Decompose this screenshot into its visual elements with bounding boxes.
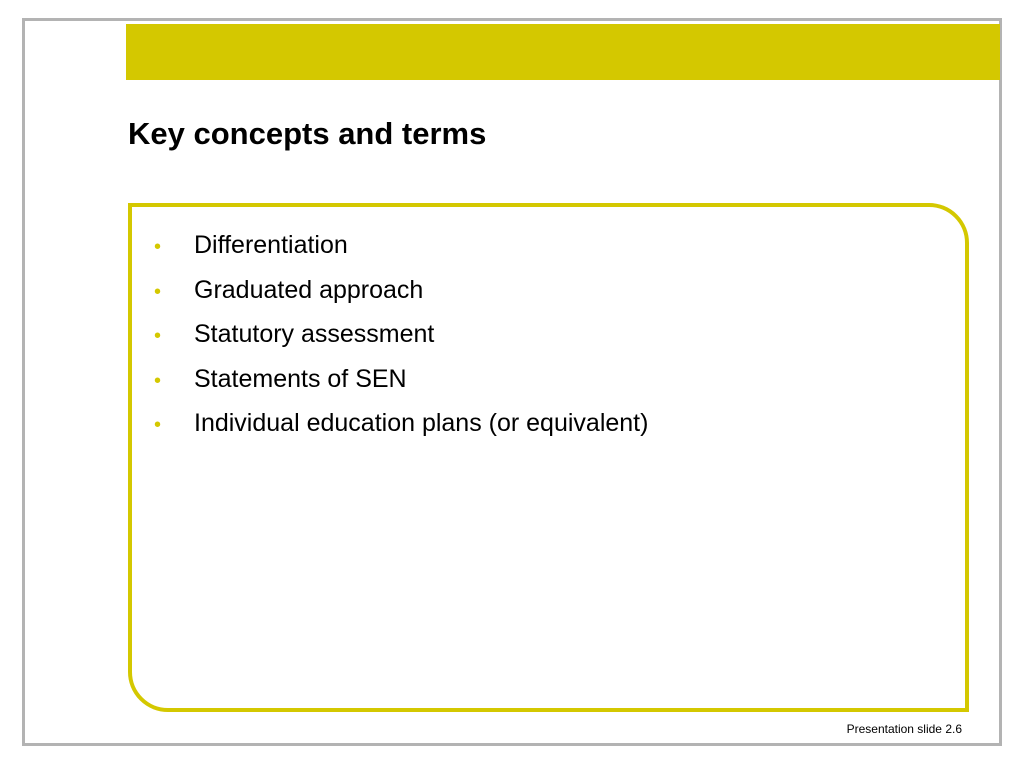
bullet-list <box>154 225 648 448</box>
slide-title: Key concepts and terms <box>128 116 487 151</box>
header-band <box>126 24 1000 80</box>
bullet-text: Statutory assessment <box>194 320 435 348</box>
bullet-text: Differentiation <box>194 231 348 259</box>
bullet-icon: • <box>154 369 162 392</box>
bullet-text: Individual education plans (or equivalent) <box>194 409 649 437</box>
bullet-icon: • <box>154 280 162 303</box>
bullet-item <box>154 403 648 448</box>
bullet-icon: • <box>154 236 162 258</box>
bullet-item <box>154 225 648 270</box>
bullet-item <box>154 359 648 404</box>
bullet-icon: • <box>154 325 162 347</box>
bullet-text: Statements of SEN <box>194 364 407 393</box>
bullet-item <box>154 270 648 315</box>
bullet-item <box>154 314 648 359</box>
bullet-text: Graduated approach <box>194 275 424 304</box>
slide-number-label: Presentation slide 2.6 <box>846 722 962 736</box>
bullet-icon: • <box>154 414 162 436</box>
